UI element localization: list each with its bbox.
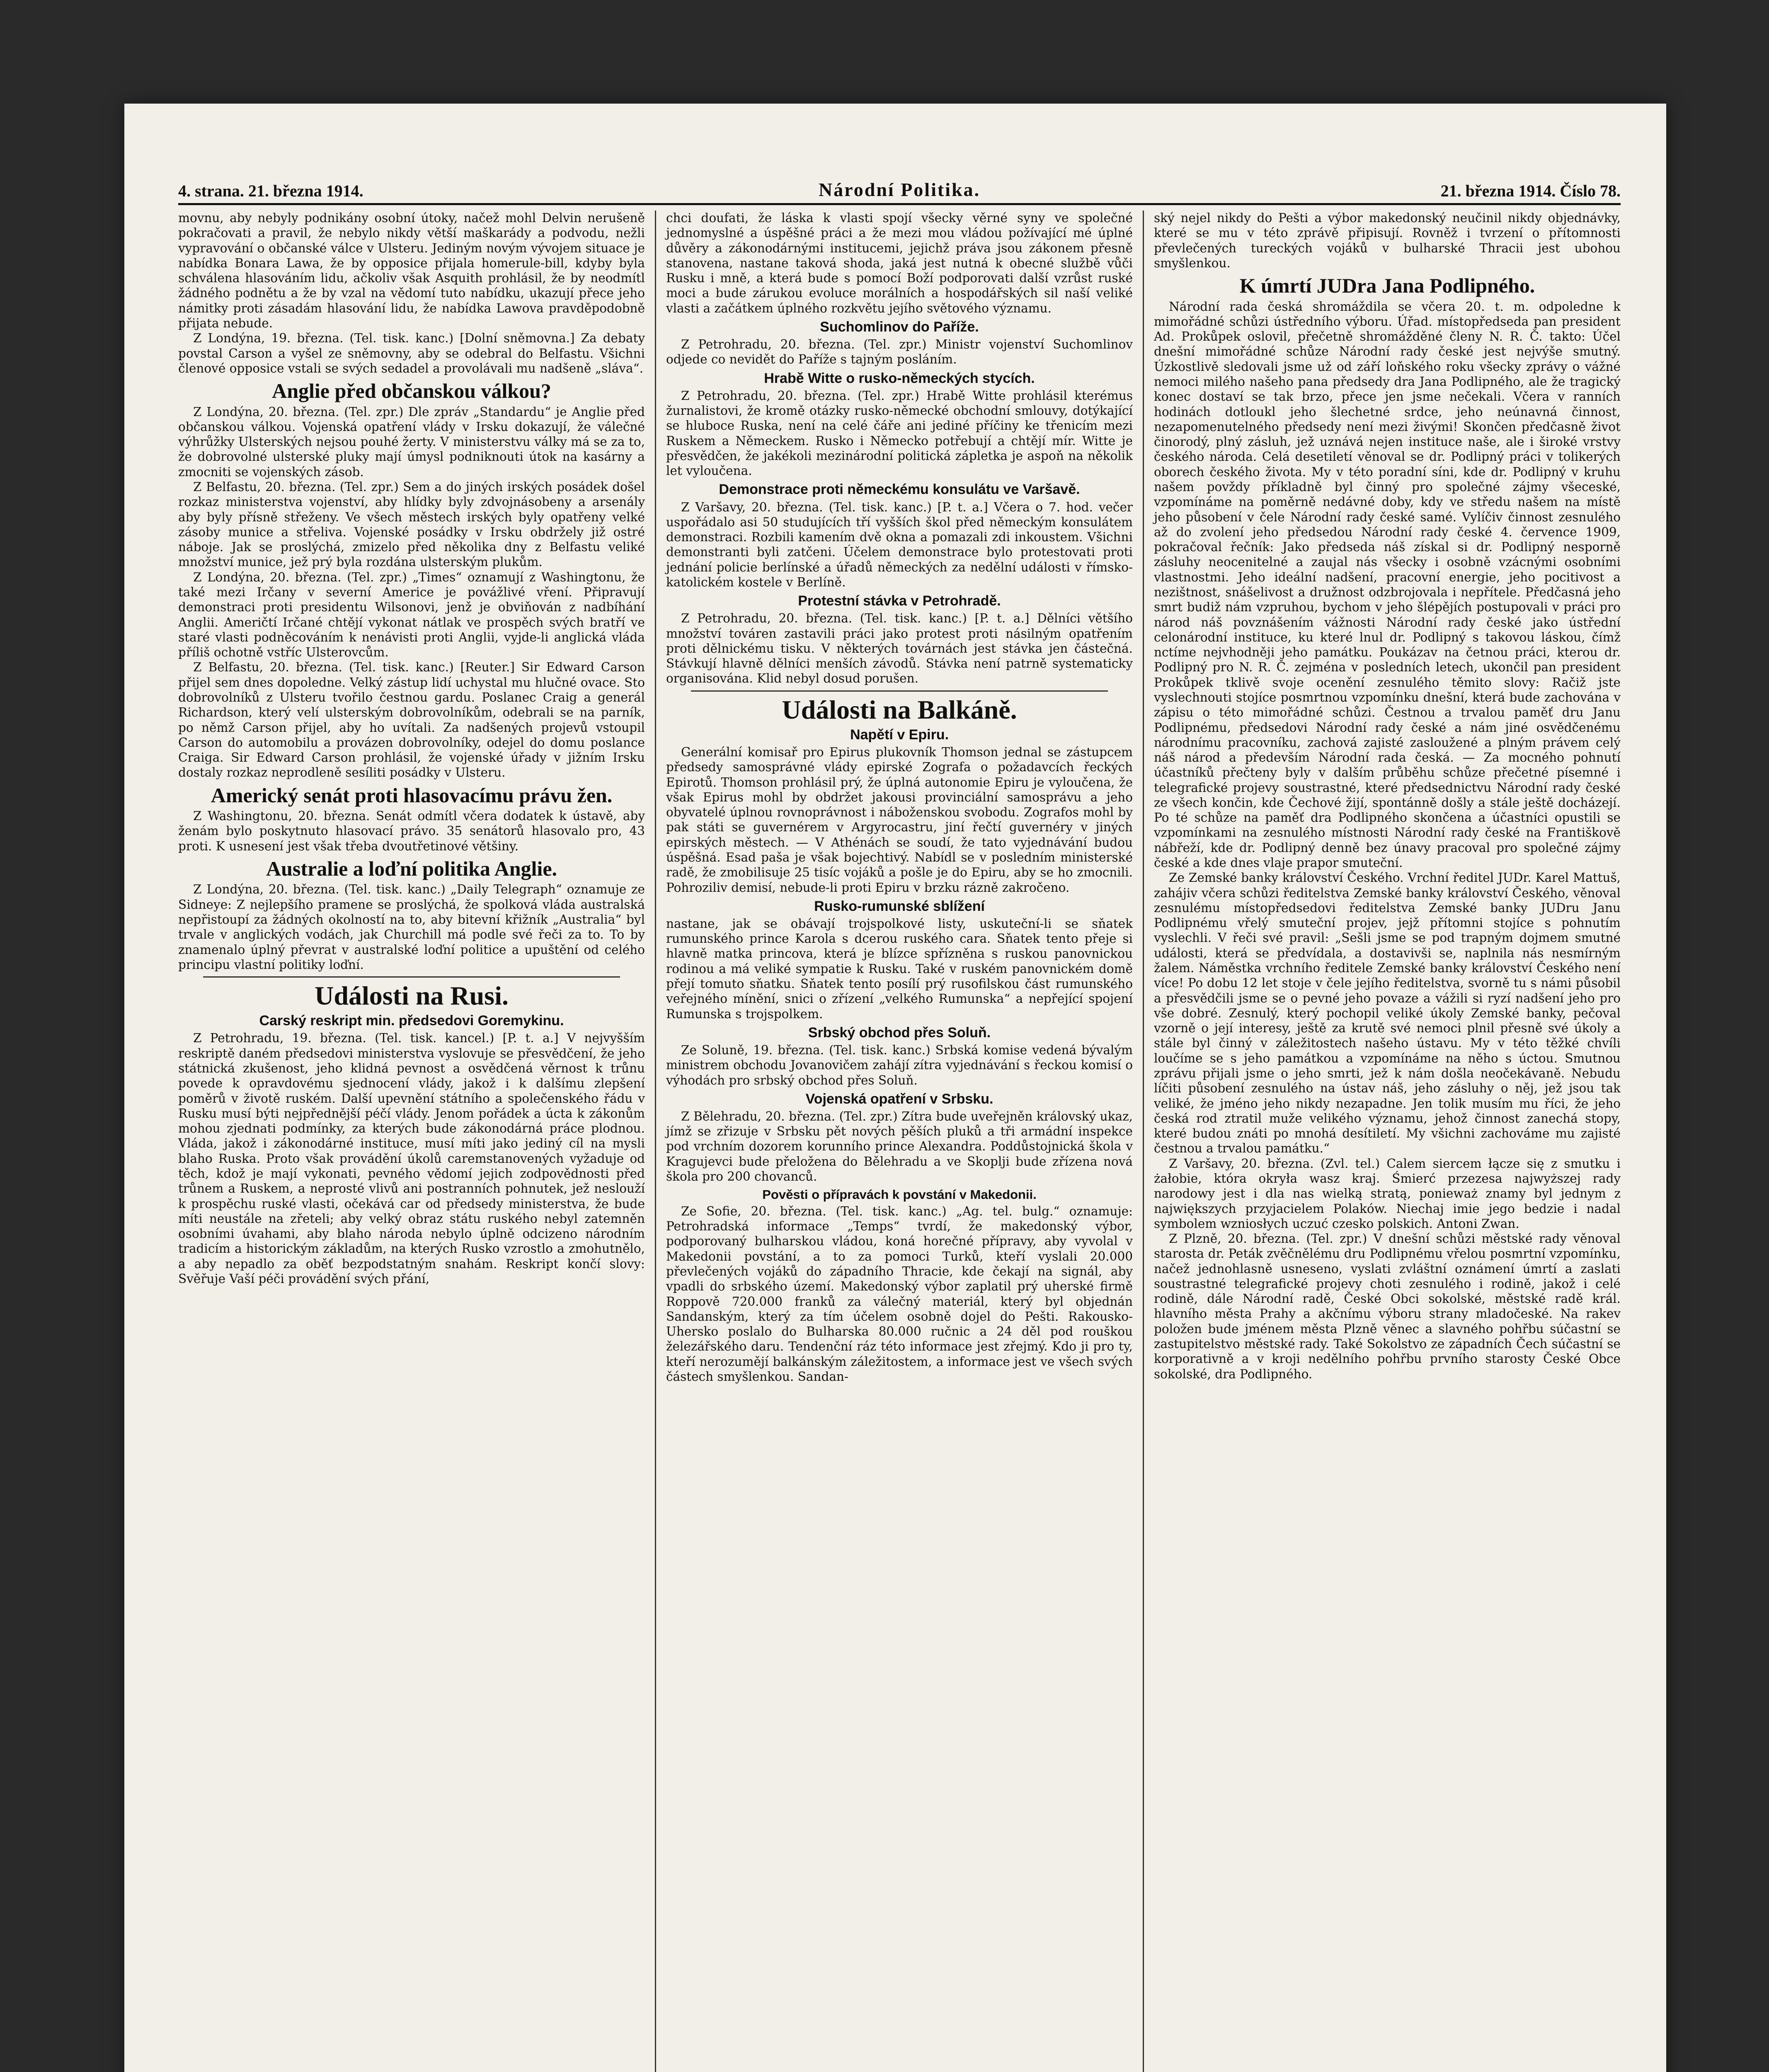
subheadline: Demonstrace proti německému konsulátu ve Varšavě. [719,482,1080,498]
article-text: Z Petrohradu, 20. března. (Tel. tisk. kanc.) [P. t. a.] Dělníci většího množství továren zastavili práci jako protest proti násilným opatřením proti dělnickému tisku. V některých továrnách jest stávka jen částečná. Stávkují hlavně dělníci menších závodů. Stávka není patrně systematicky organisována. Klid nebyl dosud porušen. [666,611,1133,686]
article-text: Z Londýna, 20. března. (Tel. zpr.) Dle zpráv „Standardu“ je Anglie před občanskou válkou. Vojenská opatření vlády v Irsku dokazují, že válečné výhrůžky Ulsterských nejsou pouhé žerty. V ministerstvu války má se za to, že dobrovolné ulsterské pluky mají úmysl podniknouti útok na kasárny a zmocniti se vojenských zásob. [178,404,645,479]
divider [691,690,1108,692]
article-text: Z Plzně, 20. března. (Tel. zpr.) V dnešní schůzi městské rady věnoval starosta dr. Peták zvěčnělému dru Podlipnému vřelou posmrtní vzpomínku, načež jednohlasně usneseno, vyslati zvláštní oznámení úmrtí a zaslati soustrastné telegrafické projevy choti zesnulého i rodině, jakož i celé rodině, dále Národní radě, České Obci sokolské, městské radě král. hlavního města Prahy a akčnímu výboru strany mladočeské. Na rakev položen bude jménem města Plzně věnec a slavného pohřbu súčastní se zastupitelstvo městské rady. Také Sokolstvo ze západních Čech súčastní se korporativně a v kroji nedělního pohřbu prvního starosty České Obce sokolské, dra Podlipného. [1154,1232,1621,1381]
article-text: chci doufati, že láska k vlasti spojí všecky věrné syny ve společné jednomyslné a úspěšné práci a že mezi mou vládou požívající mé úplné důvěry a zákonodárnými institucemi, jejichž práva jsou zákonem přesně stanovena, nastane taková shoda, jaká jest nutná k obecné službě vůči Rusku i mně, a která bude s pomocí Boží podporovati další vzrůst ruské moci a bude zárukou evoluce morálních a hospodářských sil naší veliké vlasti a začátkem úplného rozkvětu jejího světového významu. [666,211,1133,315]
headline: Americký senát proti hlasovacímu právu žen. [211,783,613,807]
article-text: Z Londýna, 19. března. (Tel. tisk. kanc.) [Dolní sněmovna.] Za debaty povstal Carson a vyšel ze sněmovny, aby se odebral do Belfastu. Všichni členové opposice vstali se svých sedadel a provolávali mu nadšeně „sláva“. [178,331,645,375]
column-1 [178,211,655,2072]
article-text: Z Petrohradu, 20. března. (Tel. zpr.) Ministr vojenství Suchomlinov odjede co nevidět do Paříže s tajným posláním. [666,337,1133,367]
article-text: nastane, jak se obávají trojspolkové listy, uskuteční-li se sňatek rumunského prince Karola s dcerou ruského cara. Sňatek tento přeje si hlavně matka princova, která je blízce spřízněna s ruskou panovnickou rodinou a má veliké sympatie k Rusku. Také v ruském panovnickém domě přejí tomuto sňatku. Sňatek tento posílí prý rusofilskou část rumunského veřejného mínění, snici o zřízení „velkého Rumunska“ a nepřející spojení Rumunska s trojspolkem. [666,916,1133,1021]
section-headline: Události na Rusi. [315,981,509,1011]
subheadline: Srbský obchod přes Soluň. [808,1024,991,1041]
column-2 [655,211,1143,2072]
article-text: Z Petrohradu, 19. března. (Tel. tisk. kancel.) [P. t. a.] V nejvyšším reskriptě daném předsedovi ministerstva vyslovuje se přesvědčení, že jeho státnická zkušenost, jeho klidná pevnost a osvědčená věrnost k trůnu povede k opravdovému sjednocení vlády, jakož i k dalšímu zlepšení poměrů v životě ruském. Další upevnění státního a společenského řádu v Rusku musí býti nejpřednější péčí vlády. Jenom pořádek a úcta k zákonům mohou zjednati podmínky, za kterých bude zákonodárná práce plodnou. Vláda, jakož i zákonodárné instituce, musí míti jako jediný cíl na mysli blaho Ruska. Proto však provádění úkolů caremstanovených vyžaduje od těch, kdož je mají vykonati, pevného vědomí jejich zodpovědnosti před trůnem a Ruskem, a neprosté vlivů ani postranních pohnutek, jež neslouží k prospěchu ruské vlasti, očekává car od předsedy ministerstva, že bude míti neustále na zřeteli; aby velký obraz státu ruského nebyl zatemněn osobními úvahami, aby blaho národa nebylo úplně odcizeno národním tradicím a historickým základům, na kterých Rusko vzrostlo a zmohutnělo, a aby nepadlo za oběť bezpodstatným snahám. Reskript končí slovy: Svěřuje Vaší péči provádění svých přání, [178,1031,645,1286]
page-number-date: 4. strana. 21. března 1914. [178,182,363,200]
headline: Australie a loďní politika Anglie. [266,857,557,880]
columns [178,211,1621,2072]
article-text: Národní rada česká shromáždila se včera 20. t. m. odpoledne k mimořádné schůzi ústředního výboru. Úřad. místopředseda pan president Ad. Prokůpek oslovil, přečetně shromážděné členy N. R. Č. takto: Účel dnešní mimořádné schůze Národní rady české jest nejvýše smutný. Úzkostlivě sledovali jsme už od září loňského roku všecky zprávy o vážné nemoci milého našeho pana předsedy dra Jana Podlipného, ale že tragický konec dostaví se tak brzo, přece jen jsme nečekali. Včera v ranních hodinách dotloukl jeho šlechetné srdce, jeho neúnavná činnost, nezapomenutelného předsedy není mezi živými! Skončen předčasně život činorodý, plný zásluh, jež uznává nejen instituce naše, ale i široké vrstvy českého národa. Celá desetiletí věnoval se dr. Podlipný práci v tolikerých oborech českého života. My v této poradní síni, kde dr. Podlipný v kruhu našem povždy příkladně byl činný pro společné zájmy všeceské, vzpomínáme na poměrně nedávné doby, kdy ve středu našem na místě jeho působení v čele Národní rady české samé. Vylíčiv činnost zesnulého až do zvolení jeho předsedou Národní rady české 4. července 1909, pokračoval řečník: Jako předseda náš získal si dr. Podlipný nesporně zásluhy neocenitelné a zaujal nás všecky i osobně vzácnými osobními vlastnostmi. Jeho ideální nadšení, pracovní energie, jeho pocitivost a nezištnost, snášelivost a družnost odzbrojovala i nepřítele. Předčasná jeho smrt budiž nám vzpruhou, bychom v jeho šlépějích postupovali v práci pro národ náš povznášením vážnosti Národní rady české jako ústřední celonárodní instituce, ku které lnul dr. Podlipný s takovou láskou, čímž nctíme nejvhodněji jeho památku. Poukázav na četnou práci, kterou dr. Podlipný pro N. R. Č. zejména v posledních letech, ukončil pan president Prokůpek tklivě svoje ocenění zesnulého těmito slovy: Račiž jste vyslechnouti stojíce posmrtnou vzpomínku dnešní, která bude zachována v zápisu o této mimořádné schůzi. Čestnou a trvalou paměť dru Janu Podlipnému, předsedovi Národní rady české a nám jiné osvědčenému národnímu pracovníku, zachová zajisté zasloužené a plným právem celý náš národ a především Národní rada česká. — Za mocného pohnutí účastníků přečteny byly v dalším průběhu schůze přečetné písemné i telegrafické projevy soustrastné, které předsednictvu Národní rady české ze všech končin, kde Čechové žijí, spontánně došly a stále ještě docházejí. Po té schůze na paměť dra Podlipného skončena a účastníci opustili se vzpomínkami na zesnulého místnosti Národní rady české na Františkově nábřeží, kde dr. Podlipný denně bez únavy pracoval pro společné zájmy české a kde dnes vlaje prapor smuteční. [1154,299,1621,870]
article-text: Z Bělehradu, 20. března. (Tel. zpr.) Zítra bude uveřejněn královský ukaz, jímž se zřizuje v Srbsku pět nových pěších pluků a tři armádní inspekce pod vrchním dozorem korunního prince Alexandra. Poddůstojnická škola v Kragujevci bude přeložena do Bělehradu a ve Skoplji bude zřízena nová škola pro 200 chovanců. [666,1109,1133,1184]
article-text: Ze Soluně, 19. března. (Tel. tisk. kanc.) Srbská komise vedená bývalým ministrem obchodu Jovanovičem zahájí zítra vyjednávání s řeckou komisí o výhodách pro srbský obchod přes Soluň. [666,1043,1133,1087]
article-text: Z Washingtonu, 20. března. Senát odmítl včera dodatek k ústavě, aby ženám bylo poskytnuto hlasovací právo. 35 senátorů hlasovalo pro, 43 proti. K usnesení jest však třeba dvoutřetinové většiny. [178,809,645,853]
article-text: Z Varšavy, 20. března. (Tel. tisk. kanc.) [P. t. a.] Včera o 7. hod. večer uspořádalo asi 50 studujících tří vyšších škol před německým konsulátem demonstraci. Rozbili kamením dvě okna a pomazali zdi inkoustem. Všichni demonstranti byli zatčeni. Účelem demonstrace bylo protestovati proti jednání policie berlínské a úřadů německých za nedělní události v římsko-katolickém kostele v Berlíně. [666,500,1133,589]
article-text: Ze Sofie, 20. března. (Tel. tisk. kanc.) „Ag. tel. bulg.“ oznamuje: Petrohradská informace „Temps“ tvrdí, že makedonský výbor, podporovaný bulharskou vládou, koná horečné přípravy, aby vyvolal v Makedonii povstání, a to za pomoci Turků, kteří vyslali 20.000 převlečených vojáků do západního Thracie, kde čekají na signál, aby vpadli do srbského území. Makedonský výbor zaplatil prý uherské firmě Roppově 720.000 franků za válečný materiál, který byl objednán Sandanským, který za tím účelem osobně dojel do Pešti. Rakousko-Uhersko poslalo do Bulharska 80.000 ručnic a 24 děl pod rouškou železářského daru. Tendenční ráz této informace jest zřejmý. Kdo ji pro ty, kteří nerozumějí balkánským záležitostem, a informace jest ve všech svých částech smyšlenkou. Sandan- [666,1204,1133,1384]
column-3 [1143,211,1621,2072]
subheadline: Rusko-rumunské sblížení [814,898,985,914]
article-text: Z Londýna, 20. března. (Tel. tisk. kanc.) „Daily Telegraph“ oznamuje ze Sidneye: Z nejlepšího pramene se proslýchá, že spolková vláda australská nepřistoupí za žádných okolností na to, aby bitevní křižník „Australia“ byl trvale v anglických vodách, jak Churchill má podle své řeči za to. To by znamenalo úplný převrat v australské loďní politice a upuštění od celého principu vlastní politiky loďní. [178,882,645,972]
headline: Anglie před občanskou válkou? [272,379,551,403]
subheadline: Carský reskript min. předsedovi Goremykinu. [259,1013,564,1029]
subheadline: Pověsti o přípravách k povstání v Makedonii. [762,1187,1037,1202]
article-text: Z Belfastu, 20. března. (Tel. zpr.) Sem a do jiných irských posádek došel rozkaz ministerstva vojenství, aby hlídky byly zdvojnásobeny a arsenály aby byly přísně střeženy. Ve všech městech irských byly opatřeny velké zásoby munice a střeliva. Vojenské posádky v Irsku obdržely již ostré náboje. Jak se proslýchá, zmizelo před několika dny z Belfastu veliké množství munice, jež prý byla rozdána ulsterským plukům. [178,480,645,569]
article-text: Z Petrohradu, 20. března. (Tel. zpr.) Hrabě Witte prohlásil kterémus žurnalistovi, že kromě otázky rusko-německé obchodní smlouvy, dotýkající se hluboce Ruska, není na celé čáře ani jediné příčiny ke třenicím mezi Ruskem a Německem. Rusko i Německo potřebují a chtějí mír. Witte je přesvědčen, že jakékoli mezinárodní politická zápletka je aspoň na několik let vyloučena. [666,388,1133,478]
subheadline: Vojenská opatření v Srbsku. [805,1091,994,1107]
article-text: Ze Zemské banky království Českého. Vrchní ředitel JUDr. Karel Mattuš, zahájiv včera schůzi ředitelstva Zemské banky království Českého, věnoval zesnulému místopředsedovi ředitelstva Zemské banky JUDru Janu Podlipnému vřelý smuteční projev, jejž přítomni stojíce s pohnutím vyslechli. V řeči své pravil: „Sešli jsme se pod trapným dojmem smutné události, která se předvídala, a dostavivši se, naplnila nás nesmírným žalem. Náměstka vrchního ředitele Zemské banky království Českého není více! Po dobu 12 let stoje v čele jejího ředitelstva, svorně tu s námi působil a přesvědčili jsme se o pevné jeho povaze a vážili si ryzí nadšení jeho pro vše dobré. Zesnulý, který pochopil veliké úkoly Zemské banky, pečoval vzorně o její interesy, ještě za krutě své nemoci plnil přesně své úkoly a stále byl činný v záležitostech našeho ústavu. My v této těžké chvíli loučíme se s jeho památkou a vzpomínáme na něho s úctou. Smutnou zprávu přijali jsme o jeho smrti, jež k nám došla neočekávaně. Nebudu líčiti působení zesnulého na ústav náš, jeho zásluhy o něj, jež jsou tak veliké, že jméno jeho nikdy nezapadne. Jen tolik musím mu říci, že jeho česká rod ztratil muže velikého významu, jehož činnost zanechá stopy, které budou znáti po mnohá desítiletí. My všichni zachováme mu zajisté čestnou a trvalou památku.“ [1154,871,1621,1156]
article-text: Z Varšavy, 20. března. (Zvl. tel.) Calem siercem łącze się z smutku i żałobie, która okryła wasz kraj. Śmierć przezesa najwyższej rady narodowy jest i dla nas wielką stratą, ponieważ znamy byl jednym z największych przyjacielem Polaków. Niechaj imie jego bedzie i nadal symbolem wzniosłych uczuć czesko polskich. Antoni Zwan. [1154,1156,1621,1231]
article-text: Z Belfastu, 20. března. (Tel. tisk. kanc.) [Reuter.] Sir Edward Carson přijel sem dnes dopoledne. Velký zástup lidí uchystal mu hlučné ovace. Sto dobrovolníků z Ulsteru tvořilo čestnou gardu. Poslanec Craig a generál Richardson, který velí ulsterským dobrovolníkům, odebrali se na parník, po němž Carson přijel, aby ho uvítali. Za nadšených projevů vstoupil Carson do automobilu a provázen dobrovolníky, odejel do domu poslance Craiga. Sir Edward Carson prohlásil, že vojenské úřady v jižním Irsku dostaly rozkaz neprodleně sesíliti posádky v Ulsteru. [178,660,645,780]
subheadline: Hrabě Witte o rusko-německých stycích. [764,370,1035,386]
issue-number: 21. března 1914. Číslo 78. [1440,182,1621,200]
article-text: movnu, aby nebyly podnikány osobní útoky, načež mohl Delvin nerušeně pokračovati a pravil, že nebylo nikdy větší maškarády a podvodu, nežli vypravování o občanské válce v Ulsteru. Jediným novým vývojem situace je nabídka Bonara Lawa, že by opposice přijala homerule-bill, kdyby byla schválena hlasováním lidu, ačkoliv však Asquith prohlásil, že by neodmítl žádného podnětu a že by vzal na vědomí tuto nabídku, ukazují přece jeho námitky proti zásadám hlasování lidu, že nabídka Lawova pravděpodobně přijata nebude. [178,211,645,330]
page-header [178,174,1621,205]
newspaper-page [124,104,1666,2072]
subheadline: Suchomlinov do Paříže. [820,319,979,335]
divider [203,976,620,978]
section-headline: Události na Balkáně. [782,695,1017,724]
article-text: Generální komisař pro Epirus plukovník Thomson jednal se zástupcem předsedy samosprávné vlády epirské Zografa o požadavcích řeckých Epirotů. Thomson prohlásil prý, že úplná autonomie Epiru je vyloučena, že však Epirus mohl by obdržet jakousi provinciální samosprávu a jeho obyvatelé úplnou rovnoprávnost i náboženskou svobodu. Zografos mohl by pak státi se guvernérem v Argyrocastru, jiní řečtí guvernéry v jiných epirských městech. — V Athénách se soudí, že tato vyjednávání budou úspěšná. Esad paša je však bojechtivý. Nabídl se v posledním ministerské radě, že zmobilisuje 25 tisíc vojáků a pošle je do Epiru, aby se ho zmocnili. Pohroziliv demisí, nebude-li proti Epiru v brzku rázně zakročeno. [666,745,1133,895]
masthead-title: Národní Politika. [818,179,981,200]
article-text: Z Londýna, 20. března. (Tel. zpr.) „Times“ oznamují z Washingtonu, že také mezi Irčany v severní Americe je povážlivé vření. Připravují demonstraci proti presidentu Wilsonovi, jenž je obviňován z nadbíhání Anglii. Američtí Irčané chtějí vykonat nátlak ve prospěch svých bratří ve staré vlasti podněcováním k nenávisti proti Anglii, vyjde-li anglická vláda příliš ochotně vstříc Ulsterovcům. [178,570,645,660]
subheadline: Napětí v Epiru. [850,726,949,743]
article-text: ský nejel nikdy do Pešti a výbor makedonský neučinil nikdy objednávky, které se mu v této zprávě připisují. Rovněž i tvrzení o přítomnosti převlečených tureckých vojáků v bulharské Thracii jest ubohou smyšlenkou. [1154,211,1621,270]
headline: K úmrtí JUDra Jana Podlipného. [1239,274,1535,298]
subheadline: Protestní stávka v Petrohradě. [798,593,1001,609]
